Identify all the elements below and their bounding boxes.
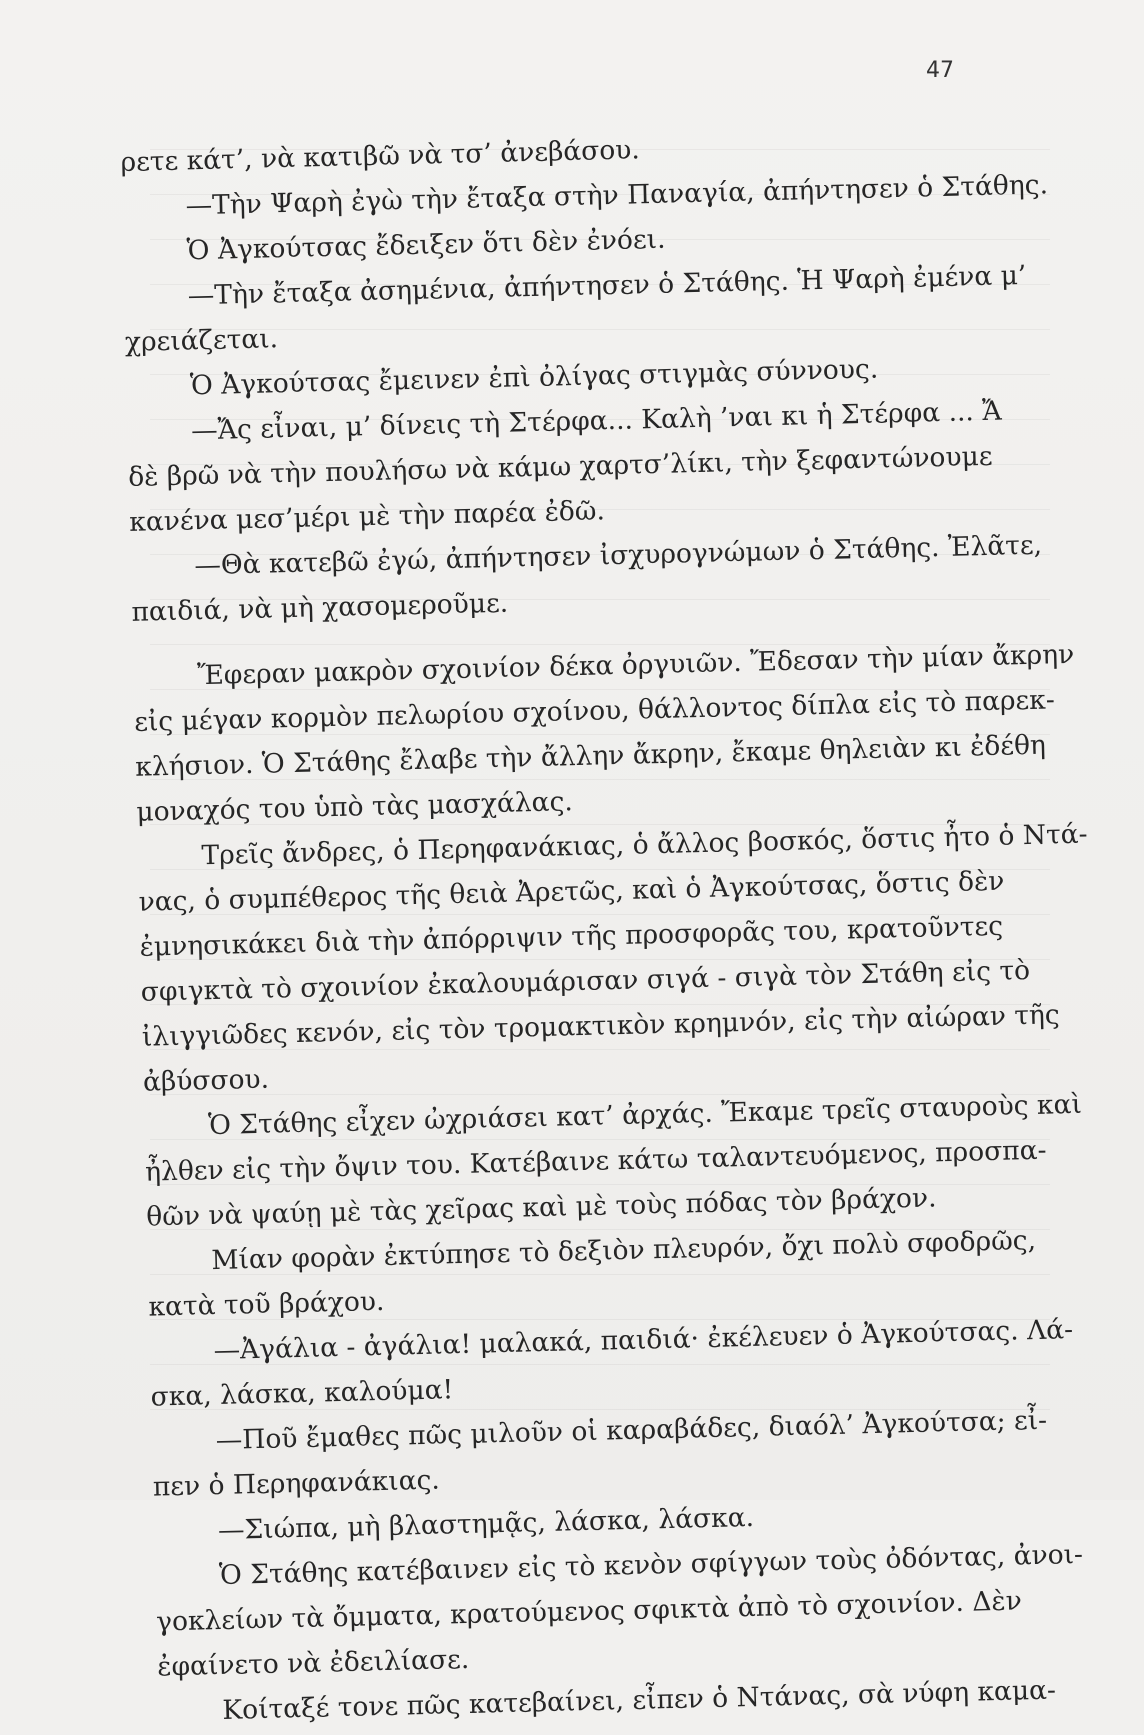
text-line: νας, ὁ συμπέθερος τῆς θειὰ Ἀρετῶς, καὶ ὁ Ἀγκούτσας, ὅστις δὲν <box>138 865 1005 918</box>
text-line: Ὁ Ἀγκούτσας ἔδειξεν ὅτι δὲν ἐνόει. <box>186 223 666 267</box>
text-line: —Ποῦ ἔμαθες πῶς μιλοῦν οἱ καραβάδες, διαόλ’ Ἀγκούτσα; εἶ- <box>215 1404 1048 1457</box>
text-line: Μίαν φορὰν ἐκτύπησε τὸ δεξιὸν πλευρόν, ὄχι πολὺ σφοδρῶς, <box>211 1224 1037 1277</box>
text-line: κανένα μεσ’μέρι μὲ τὴν παρέα ἐδῶ. <box>128 495 606 538</box>
text-line: —Τὴν Ψαρὴ ἐγὼ τὴν ἔταξα στὴν Παναγία, ἀπήντησεν ὁ Στάθης. <box>185 169 1049 222</box>
text-line: Ὁ Στάθης κατέβαινεν εἰς τὸ κενὸν σφίγγων τοὺς ὀδόντας, ἀνοι- <box>218 1538 1084 1592</box>
text-line: ἰλιγγιῶδες κενόν, εἰς τὸν τρομακτικὸν κρημνόν, εἰς τὴν αἰώραν τῆς <box>141 999 1061 1053</box>
text-line: σφιγκτὰ τὸ σχοινίον ἐκαλουμάρισαν σιγά - σιγὰ τὸν Στάθη εἰς τὸ <box>140 955 1031 1008</box>
text-line: —Ἀγάλια - ἀγάλια! μαλακά, παιδιά· ἐκέλευεν ὁ Ἀγκούτσας. Λά- <box>213 1314 1074 1367</box>
text-line: Κοίταξέ τονε πῶς κατεβαίνει, εἶπεν ὁ Ντάνας, σὰ νύφη καμα- <box>222 1674 1057 1726</box>
text-line: θῶν νὰ ψαύῃ μὲ τὰς χεῖρας καὶ μὲ τοὺς πόδας τὸν βράχον. <box>145 1182 937 1233</box>
text-line: Ὁ Στάθης εἶχεν ὠχριάσει κατ’ ἀρχάς. Ἔκαμε τρεῖς σταυροὺς καὶ <box>207 1088 1083 1142</box>
text-line: —Σιώπα, μὴ βλαστημᾷς, λάσκα, λάσκα. <box>217 1501 755 1547</box>
text-line: ἐφαίνετο νὰ ἐδειλίασε. <box>156 1643 470 1683</box>
text-line: —Τὴν ἔταξα ἀσημένια, ἀπήντησεν ὁ Στάθης. Ἡ Ψαρὴ ἐμένα μ’ <box>187 259 1027 312</box>
text-line: —Θὰ κατεβῶ ἐγώ, ἀπήντησεν ἰσχυρογνώμων ὁ Στάθης. Ἐλᾶτε, <box>194 529 1043 582</box>
text-line: πεν ὁ Περηφανάκιας. <box>152 1464 441 1503</box>
text-line: ἀβύσσου. <box>142 1063 270 1098</box>
text-line: γοκλείων τὰ ὄμματα, κρατούμενος σφικτὰ ἀπὸ τὸ σχοινίον. Δὲν <box>155 1585 1023 1638</box>
text-line: κατὰ τοῦ βράχου. <box>148 1285 385 1323</box>
page-number: 47 <box>926 58 954 83</box>
text-line: μοναχός του ὑπὸ τὰς μασχάλας. <box>136 786 574 828</box>
text-line: Ὁ Ἀγκούτσας ἔμεινεν ἐπὶ ὀλίγας στιγμὰς σύννους. <box>189 353 879 402</box>
text-line: δὲ βρῶ νὰ τὴν πουλήσω νὰ κάμω χαρτσ’λίκι, τὴν ξεφαντώνουμε <box>127 440 993 493</box>
text-line: Τρεῖς ἄνδρες, ὁ Περηφανάκιας, ὁ ἄλλος βοσκός, ὅστις ἦτο ὁ Ντά- <box>201 818 1088 872</box>
text-line: ρετε κάτ’, νὰ κατιβῶ νὰ τσ’ ἀνεβάσου. <box>120 134 641 178</box>
text-line: —Ἄς εἶναι, μ’ δίνεις τὴ Στέρφα... Καλὴ ’ναι κι ἡ Στέρφα ... Ἄ <box>190 395 1002 447</box>
body-text <box>120 118 1088 1734</box>
text-line: εἰς μέγαν κορμὸν πελωρίου σχοίνου, θάλλοντος δίπλα εἰς τὸ παρεκ- <box>133 684 1056 738</box>
text-line: κλήσιον. Ὁ Στάθης ἔλαβε τὴν ἄλλην ἄκρην, ἔκαμε θηλειὰν κι ἐδέθη <box>134 729 1047 783</box>
text-line: παιδιά, νὰ μὴ χασομεροῦμε. <box>131 587 509 628</box>
text-line: ἦλθεν εἰς τὴν ὄψιν του. Κατέβαινε κάτω ταλαντευόμενος, προσπα- <box>144 1134 1047 1188</box>
text-line: σκα, λάσκα, καλούμα! <box>150 1374 454 1413</box>
text-line: χρειάζεται. <box>124 323 279 358</box>
text-line: ἐμνησικάκει διὰ τὴν ἀπόρριψιν τῆς προσφορᾶς του, κρατοῦντες <box>139 910 1004 963</box>
text-line: Ἔφεραν μακρὸν σχοινίον δέκα ὀργυιῶν. Ἔδεσαν τὴν μίαν ἄκρην <box>196 638 1075 692</box>
